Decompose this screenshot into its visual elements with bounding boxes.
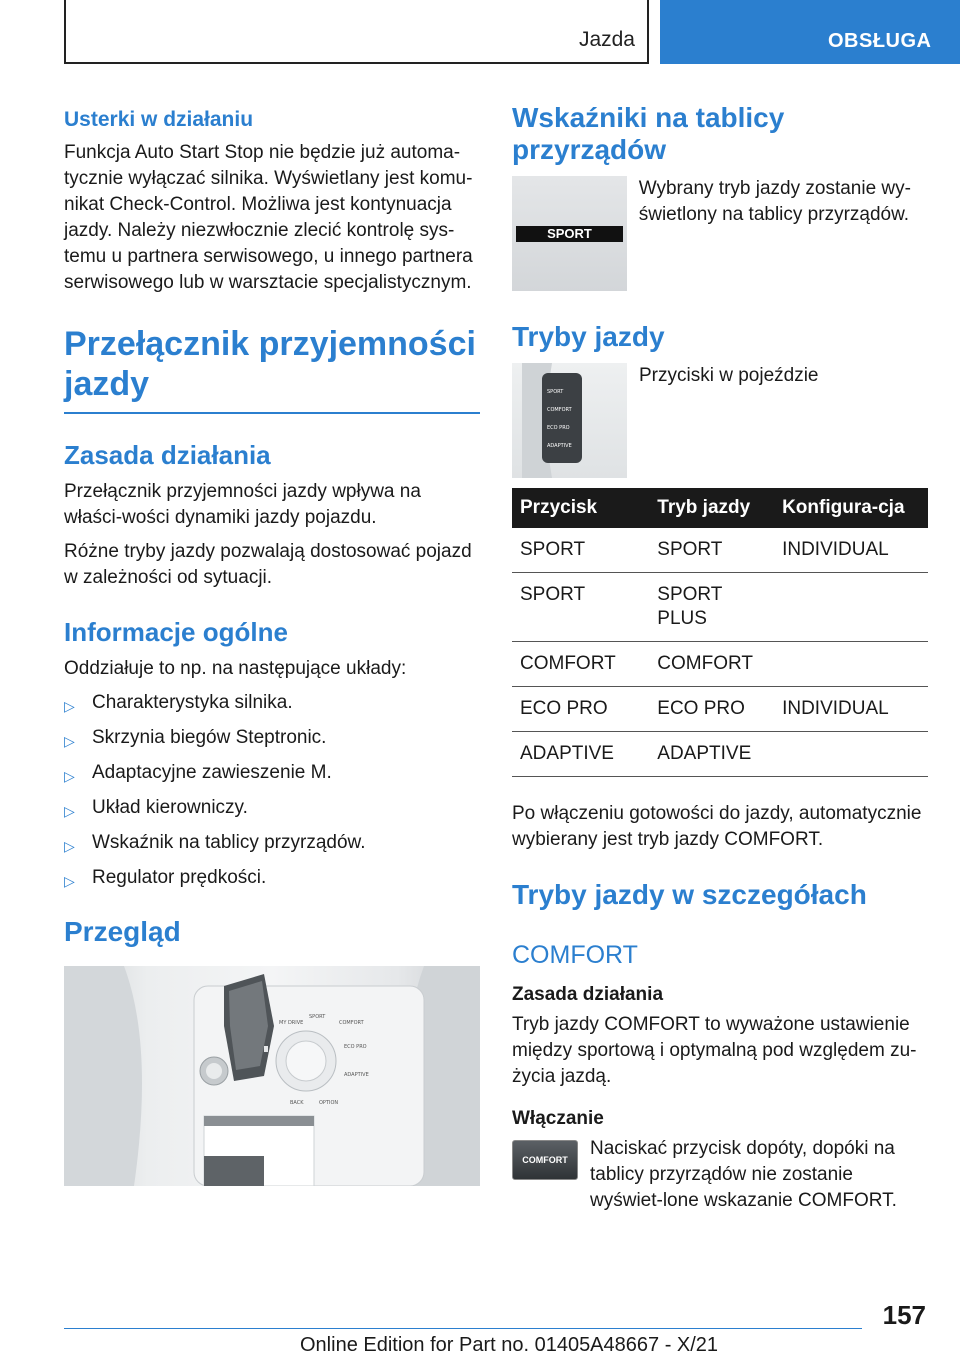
footer-edition: Online Edition for Part no. 01405A48667 - X/21: [300, 1334, 719, 1356]
systems-list: [64, 690, 480, 894]
switch-heading-line1: Przełącznik przyjemności: [64, 325, 476, 363]
table-cell: SPORT: [512, 528, 649, 573]
general-info-intro: Oddziałuje to np. na następujące układy:: [64, 658, 407, 679]
list-item: ▷ Charakterystyka silnika.: [64, 690, 480, 719]
table-cell: COMFORT: [649, 642, 774, 687]
list-item: ▷ Adaptacyjne zawieszenie M.: [64, 760, 480, 789]
table-cell: [774, 573, 928, 642]
svg-text:COMFORT: COMFORT: [339, 1020, 364, 1026]
left-column: [64, 96, 480, 1186]
activation-row: [512, 1136, 928, 1222]
table-cell: ADAPTIVE: [512, 732, 649, 777]
activation-heading: Włączanie: [512, 1108, 604, 1129]
center-console-illustration: [64, 966, 480, 1186]
section-divider: [64, 412, 480, 414]
indicators-heading: Wskaźniki na tablicy przyrządów: [512, 102, 785, 165]
vehicle-buttons-photo: [512, 363, 627, 478]
indicators-row: [512, 176, 928, 291]
table-header-row: [512, 488, 928, 528]
modes-table: [512, 488, 928, 777]
principle2-heading: Zasada działania: [512, 984, 664, 1005]
principle-paragraph-2: Różne tryby jazdy pozwalają dostosować pojazd w zależności od sytuacji.: [64, 541, 472, 588]
triangle-bullet-icon: ▷: [64, 768, 75, 784]
svg-text:ADAPTIVE: ADAPTIVE: [344, 1072, 369, 1078]
svg-text:SPORT: SPORT: [309, 1014, 326, 1020]
comfort-heading: COMFORT: [512, 941, 638, 969]
header-chapter-tab[interactable]: [660, 0, 960, 64]
switch-heading-line2: jazdy: [64, 365, 150, 403]
table-cell: SPORT PLUS: [649, 573, 774, 642]
table-cell: [774, 642, 928, 687]
table-cell: COMFORT: [512, 642, 649, 687]
modes-heading: Tryby jazdy: [512, 321, 665, 352]
header-left-box: [64, 0, 649, 64]
list-item: ▷ Regulator prędkości.: [64, 865, 480, 894]
faults-heading: Usterki w działaniu: [64, 108, 254, 131]
table-cell: SPORT: [649, 528, 774, 573]
table-cell: INDIVIDUAL: [774, 528, 928, 573]
table-row: [512, 732, 928, 777]
list-item: ▷ Wskaźnik na tablicy przyrządów.: [64, 830, 480, 859]
table-header: Tryb jazdy: [649, 488, 774, 528]
svg-text:MY DRIVE: MY DRIVE: [279, 1020, 304, 1026]
modes-caption: Przyciski w pojeździe: [639, 365, 819, 386]
triangle-bullet-icon: ▷: [64, 873, 75, 889]
table-cell: [774, 732, 928, 777]
table-row: [512, 573, 928, 642]
switch-heading: [64, 324, 480, 404]
page-number: 157: [882, 1300, 926, 1330]
table-row: [512, 528, 928, 573]
table-cell: SPORT: [512, 573, 649, 642]
triangle-bullet-icon: ▷: [64, 733, 75, 749]
triangle-bullet-icon: ▷: [64, 698, 75, 714]
svg-text:ECO PRO: ECO PRO: [344, 1044, 367, 1050]
sport-badge: SPORT: [516, 226, 623, 242]
svg-text:SPORT: SPORT: [547, 389, 564, 395]
footer-divider: [64, 1328, 862, 1329]
table-row: [512, 642, 928, 687]
table-cell: ECO PRO: [512, 687, 649, 732]
principle-paragraph-1: Przełącznik przyjemności jazdy wpływa na właści-wości dynamiki jazdy pojazdu.: [64, 481, 421, 528]
principle-heading: Zasada działania: [64, 440, 271, 470]
list-item: ▷ Skrzynia biegów Steptronic.: [64, 725, 480, 754]
table-cell: ADAPTIVE: [649, 732, 774, 777]
table-header: Konfigura-cja: [774, 488, 928, 528]
details-heading: Tryby jazdy w szczegółach: [512, 879, 867, 910]
comfort-button-image: COMFORT: [512, 1140, 578, 1180]
after-table-paragraph: Po włączeniu gotowości do jazdy, automatycznie wybierany jest tryb jazdy COMFORT.: [512, 803, 922, 850]
table-header: Przycisk: [512, 488, 649, 528]
center-console-photo: [64, 966, 480, 1186]
svg-text:OPTION: OPTION: [319, 1100, 339, 1106]
table-cell: INDIVIDUAL: [774, 687, 928, 732]
triangle-bullet-icon: ▷: [64, 803, 75, 819]
header-chapter-label: OBSŁUGA: [828, 30, 932, 52]
overview-heading: Przegląd: [64, 916, 181, 947]
sport-indicator-image: [512, 176, 627, 291]
svg-text:COMFORT: COMFORT: [547, 407, 572, 413]
triangle-bullet-icon: ▷: [64, 838, 75, 854]
indicators-paragraph: Wybrany tryb jazdy zostanie wy-świetlony na tablicy przyrządów.: [638, 178, 911, 225]
list-item: ▷ Układ kierowniczy.: [64, 795, 480, 824]
modes-row: [512, 363, 928, 478]
right-column: [512, 96, 928, 1222]
general-info-heading: Informacje ogólne: [64, 617, 288, 647]
table-row: [512, 687, 928, 732]
svg-text:ECO PRO: ECO PRO: [547, 425, 570, 431]
vehicle-buttons-illustration: [512, 363, 627, 478]
header-section-title: Jazda: [578, 28, 635, 51]
faults-paragraph: Funkcja Auto Start Stop nie będzie już automa-tycznie wyłączać silnika. Wyświetlany jest komu-nikat Check-Control. Możliwa jest kontynuacja jazdy. Należy niezwłocznie zlecić kontrolę sys-temu u partnera serwisowego, u innego partnera serwisowego lub w warsztacie specjalistycznym.: [64, 142, 473, 293]
svg-text:BACK: BACK: [290, 1100, 304, 1106]
table-cell: ECO PRO: [649, 687, 774, 732]
activation-paragraph: Naciskać przycisk dopóty, dopóki na tablicy przyrządów nie zostanie wyświet-lone wskazanie COMFORT.: [590, 1138, 897, 1211]
principle2-paragraph: Tryb jazdy COMFORT to wyważone ustawienie między sportową i optymalną pod względem zu-życia jazdą.: [512, 1014, 917, 1087]
svg-text:ADAPTIVE: ADAPTIVE: [547, 443, 572, 449]
